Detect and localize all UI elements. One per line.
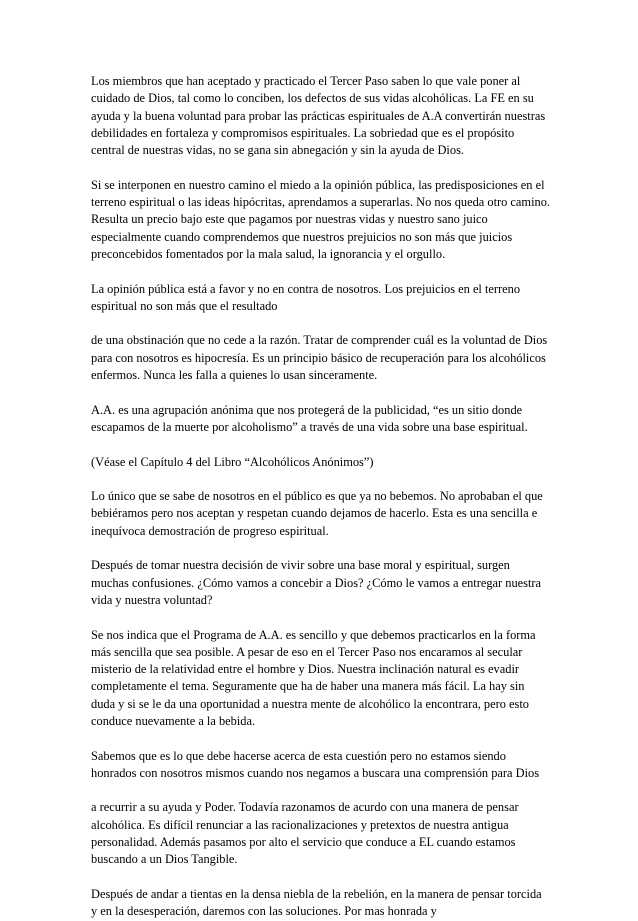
paragraph: Después de andar a tientas en la densa niebla de la rebelión, en la manera de pensar torcida y en la desesperación, daremos con las soluciones. Por mas honrada y xyxy=(91,886,542,919)
paragraph: Si se interponen en nuestro camino el miedo a la opinión pública, las predisposiciones en el terreno espiritual o las ideas hipócritas, aprendamos a superarlas. No nos queda otro camino. Resulta un precio bajo este que pagamos por nuestras vidas y nuestro sano juico especialmente cuando comprendemos que nuestros prejuicios no son más que juicios preconcebidos fomentados por la mala salud, la ignorancia y el orgullo. xyxy=(91,177,550,261)
paragraph: Se nos indica que el Programa de A.A. es sencillo y que debemos practicarlos en la forma más sencilla que sea posible. A pesar de eso en el Tercer Paso nos encaramos al secular misterio de la relatividad entre el hombre y Dios. Nuestra inclinación natural es evadir completamente el tema. Seguramente que ha de haber una manera más fácil. La hay sin duda y si se le da una oportunidad a nuestra mente de alcohólico la encontrara, pero esto conduce nuevamente a la bebida. xyxy=(91,627,536,728)
paragraph: La opinión pública está a favor y no en contra de nosotros. Los prejuicios en el terreno espiritual no son más que el resultado xyxy=(91,281,521,313)
paragraph: Después de tomar nuestra decisión de vivir sobre una base moral y espiritual, surgen muchas confusiones. ¿Cómo vamos a concebir a Dios? ¿Cómo le vamos a entregar nuestra vida y nuestra voluntad? xyxy=(91,558,542,607)
paragraph: Sabemos que es lo que debe hacerse acerca de esta cuestión pero no estamos siendo honrados con nosotros mismos cuando nos negamos a buscara una comprensión para Dios xyxy=(91,748,540,780)
paragraph: A.A. es una agrupación anónima que nos protegerá de la publicidad, “es un sitio donde escapamos de la muerte por alcoholismo” a través de una vida sobre una base espiritual. xyxy=(91,402,528,434)
paragraph: Lo único que se sabe de nosotros en el público es que ya no bebemos. No aprobaban el que bebiéramos pero nos aceptan y respetan cuando dejamos de hacerlo. Esta es una sencilla e inequívoca demostración de progreso espiritual. xyxy=(91,489,543,538)
paragraph: (Véase el Capítulo 4 del Libro “Alcohólicos Anónimos”) xyxy=(91,454,374,469)
paragraph: a recurrir a su ayuda y Poder. Todavía razonamos de acurdo con una manera de pensar alcohólica. Es difícil renunciar a las racionalizaciones y pretextos de nuestra antigua personalidad. Además pasamos por alto el servicio que conduce a EL cuando estamos buscando a un Dios Tangible. xyxy=(91,800,519,867)
paragraph: Los miembros que han aceptado y practicado el Tercer Paso saben lo que vale poner al cuidado de Dios, tal como lo conciben, los defectos de sus vidas alcohólicas. La FE en su ayuda y la buena voluntad para probar las prácticas espirituales de A.A convertirán nuestras debilidades en fortaleza y compromisos espirituales. La sobriedad que es el propósito central de nuestras vidas, no se gana sin abnegación y sin la ayuda de Dios. xyxy=(91,74,546,158)
paragraph: de una obstinación que no cede a la razón. Tratar de comprender cuál es la voluntad de Dios para con nosotros es hipocresía. Es un principio básico de recuperación para los alcohólicos enfermos. Nunca les falla a quienes lo usan sinceramente. xyxy=(91,333,548,383)
